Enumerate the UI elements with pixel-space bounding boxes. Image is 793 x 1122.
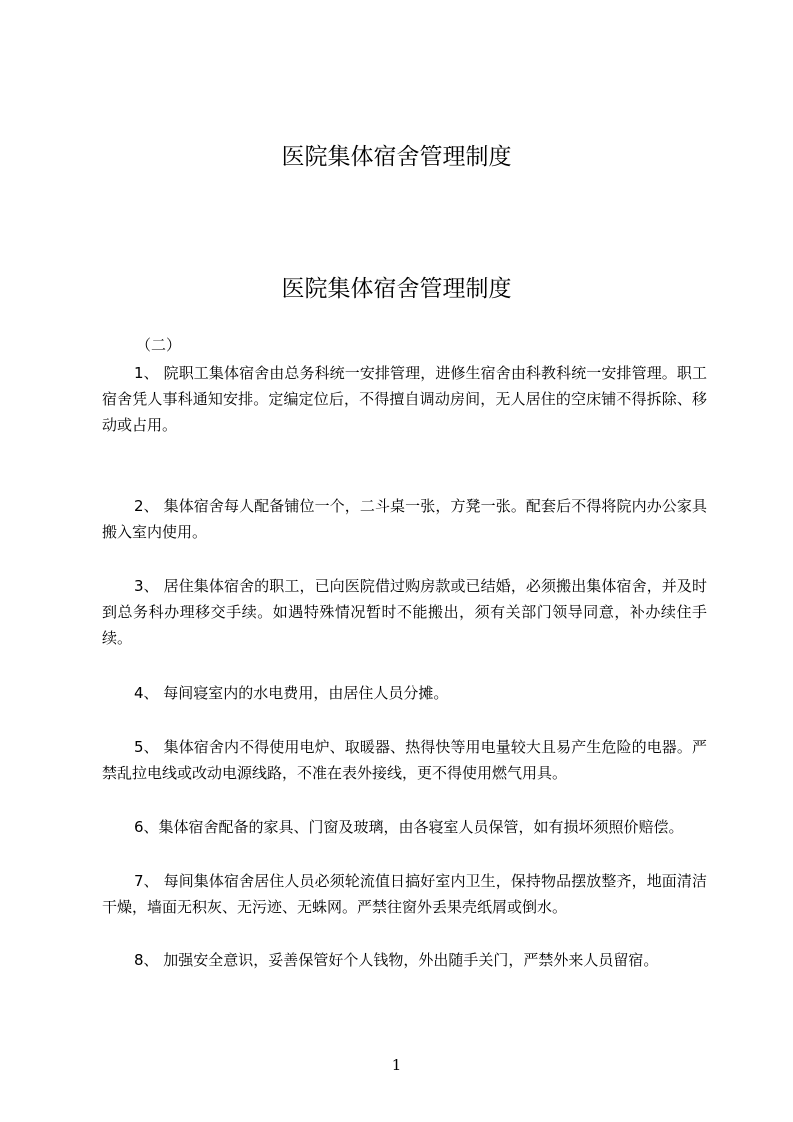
paragraph-8: 8、 加强安全意识，妥善保管好个人钱物，外出随手关门，严禁外来人员留宿。 bbox=[134, 951, 659, 969]
paragraph-5: 5、 集体宿舍内不得使用电炉、取暖器、热得快等用电量较大且易产生危险的电器。严禁乱拉电线或改动电源线路，不准在表外接线，更不得使用燃气用具。 bbox=[102, 738, 707, 782]
document-title-main: 医院集体宿舍管理制度 bbox=[281, 276, 512, 302]
paragraph-7: 7、 每间集体宿舍居住人员必须轮流值日搞好室内卫生，保持物品摆放整齐，地面清洁干燥，墙面无积灰、无污迹、无蛛网。严禁往窗外丢果壳纸屑或倒水。 bbox=[102, 872, 707, 916]
page-number: 1 bbox=[391, 1056, 402, 1074]
document-title-top: 医院集体宿舍管理制度 bbox=[281, 144, 512, 170]
paragraph-3: 3、 居住集体宿舍的职工，已向医院借过购房款或已结婚，必须搬出集体宿舍，并及时到总务科办理移交手续。如遇特殊情况暂时不能搬出，须有关部门领导同意，补办续住手续。 bbox=[102, 577, 707, 647]
paragraph-4: 4、 每间寝室内的水电费用，由居住人员分摊。 bbox=[134, 684, 449, 702]
paragraph-2: 2、 集体宿舍每人配备铺位一个，二斗桌一张，方凳一张。配套后不得将院内办公家具搬入室内使用。 bbox=[102, 497, 707, 541]
paragraph-6: 6、集体宿舍配备的家具、门窗及玻璃，由各寝室人员保管，如有损坏须照价赔偿。 bbox=[134, 818, 684, 836]
section-label: （二） bbox=[136, 336, 182, 354]
paragraph-1: 1、 院职工集体宿舍由总务科统一安排管理，进修生宿舍由科教科统一安排管理。职工宿舍凭人事科通知安排。定编定位后，不得擅自调动房间，无人居住的空床铺不得拆除、移动或占用。 bbox=[102, 364, 707, 434]
